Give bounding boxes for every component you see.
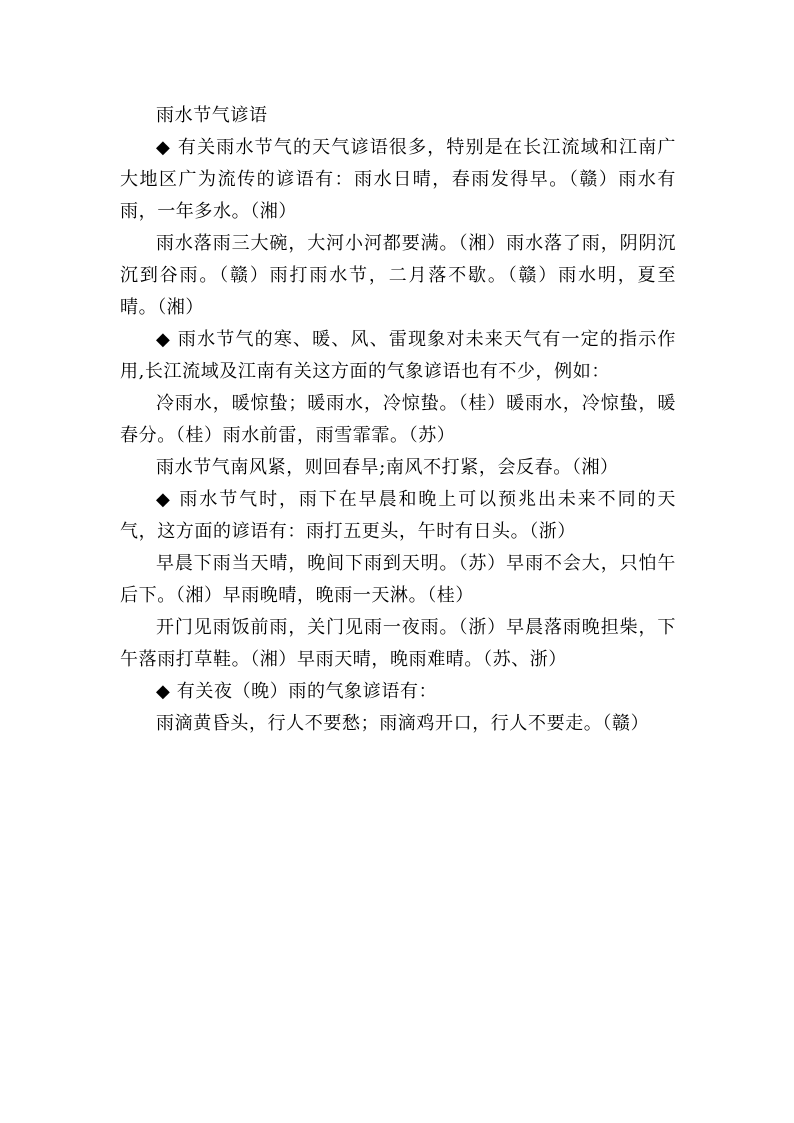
paragraph-5: 雨水节气南风紧，则回春旱;南风不打紧，会反春。（湘） [156,457,619,478]
document-body [120,100,676,740]
paragraph-7: 早晨下雨当天晴，晚间下雨到天明。（苏）早雨不会大，只怕午后下。（湘）早雨晚晴，晚雨一天淋。（桂） [120,553,676,606]
paragraph-3: ◆ 雨水节气的寒、暖、风、雷现象对未来天气有一定的指示作用,长江流域及江南有关这方面的气象谚语也有不少，例如： [120,329,676,382]
paragraph-4: 冷雨水，暖惊蛰；暖雨水，冷惊蛰。（桂）暖雨水，冷惊蛰，暖春分。（桂）雨水前雷，雨雪霏霏。（苏） [120,393,676,446]
paragraph-8: 开门见雨饭前雨，关门见雨一夜雨。（浙）早晨落雨晚担柴，下午落雨打草鞋。（湘）早雨天晴，晚雨难晴。（苏、浙） [120,617,676,670]
paragraph-1: ◆ 有关雨水节气的天气谚语很多，特别是在长江流域和江南广大地区广为流传的谚语有：雨水日晴，春雨发得早。（赣）雨水有雨，一年多水。（湘） [120,137,676,222]
paragraph-6: ◆ 雨水节气时，雨下在早晨和晚上可以预兆出未来不同的天气，这方面的谚语有：雨打五更头，午时有日头。（浙） [120,489,676,542]
paragraph-10: 雨滴黄昏头，行人不要愁；雨滴鸡开口，行人不要走。（赣） [156,713,650,734]
paragraph-2: 雨水落雨三大碗，大河小河都要满。（湘）雨水落了雨，阴阴沉沉到谷雨。（赣）雨打雨水节，二月落不歇。（赣）雨水明，夏至晴。（湘） [120,233,676,318]
document-title: 雨水节气谚语 [156,105,268,126]
paragraph-9: ◆ 有关夜（晚）雨的气象谚语有： [156,681,438,702]
